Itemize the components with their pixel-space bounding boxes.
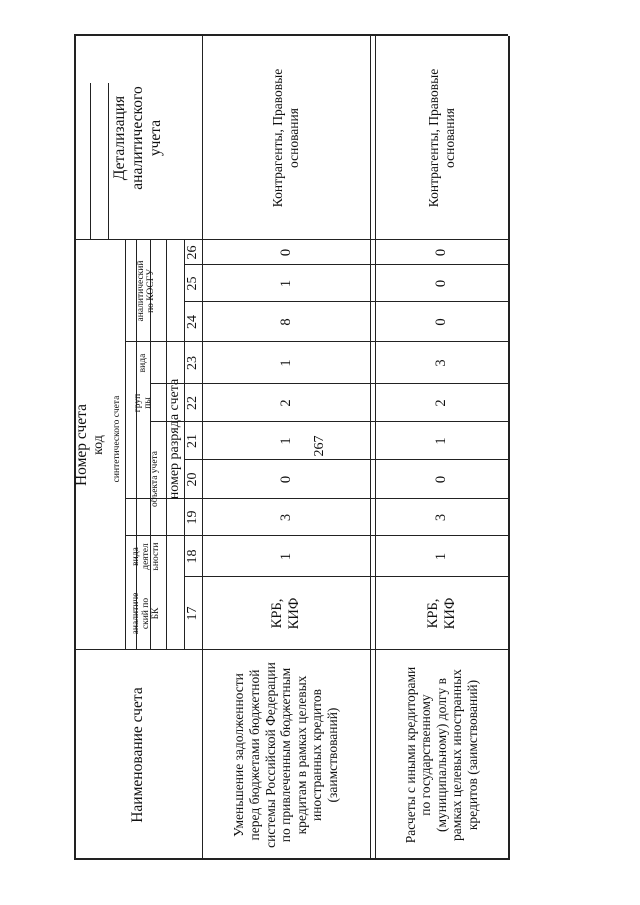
digit-number: 22 [185,396,200,410]
row2-value: 0 [433,248,449,257]
row1-account-name: Уменьшение задолженности перед бюджетами бюджетной системы Российской Федерации по привлеченным бюджетным кредитам в рамках целевых иностранных кредитов (заимствований) [231,662,340,848]
row2-bk: КРБ, КИФ [424,597,458,630]
table-border-bottom [508,36,510,860]
row1-value: 0 [277,475,294,484]
account-table [0,27,608,892]
digit-number: 23 [185,356,200,370]
digit-number: 18 [185,549,200,564]
header-analytic-bk: аналитиче ский по БК [131,592,161,635]
header-kind: вида [138,353,148,373]
digit-number: 21 [185,434,200,448]
page-number: 267 [312,435,327,457]
header-account-name: Наименование счета [129,687,146,823]
row2-value: 1 [433,437,449,445]
row1-bk: КРБ, КИФ [269,597,302,630]
header-account-number: Номер счета [73,403,90,487]
row1-value: 2 [277,399,294,407]
row2-value: 3 [433,513,449,522]
row1-value: 3 [277,513,294,522]
row1-value: 8 [277,318,294,326]
row2-value: 0 [433,318,449,326]
digit-number: 26 [185,245,200,260]
row1-detail: Контрагенты, Правовые основания [270,68,301,208]
row2-value: 0 [433,279,449,288]
row2-value: 3 [433,359,449,367]
header-group: груп пы [133,393,153,413]
row2-value: 0 [433,475,449,484]
header-code: код [91,435,106,455]
row1-value: 1 [277,552,294,561]
row2-value: 1 [433,552,449,561]
digit-number: 19 [185,510,200,525]
row1-value: 1 [277,359,294,367]
row2-account-name: Расчеты с иными кредиторами по государственному (муниципальному) долгу в рамках целевых иностранных кредитов (заимствований) [402,666,480,844]
header-account-object: объекта учета [149,450,160,508]
row2-detail: Контрагенты, Правовые основания [425,68,457,208]
row1-value: 1 [277,279,294,288]
header-detail: Детализация аналитического учета [111,86,164,190]
header-digit-row-label: номер разряда счета [167,378,182,500]
row2-value: 2 [433,399,449,407]
digit-number: 17 [185,606,200,621]
header-activity-type: вида деятел ьности [131,542,161,571]
row-divider [370,36,371,860]
digit-number: 24 [185,315,200,329]
digit-number: 20 [185,472,200,487]
row1-value: 0 [277,248,294,257]
header-analytic-kosgu: аналитический по КОСГУ [136,260,156,322]
header-synthetic-account: синтетического счета [111,395,122,483]
row1-value: 1 [277,437,294,445]
digit-number: 25 [185,276,200,291]
